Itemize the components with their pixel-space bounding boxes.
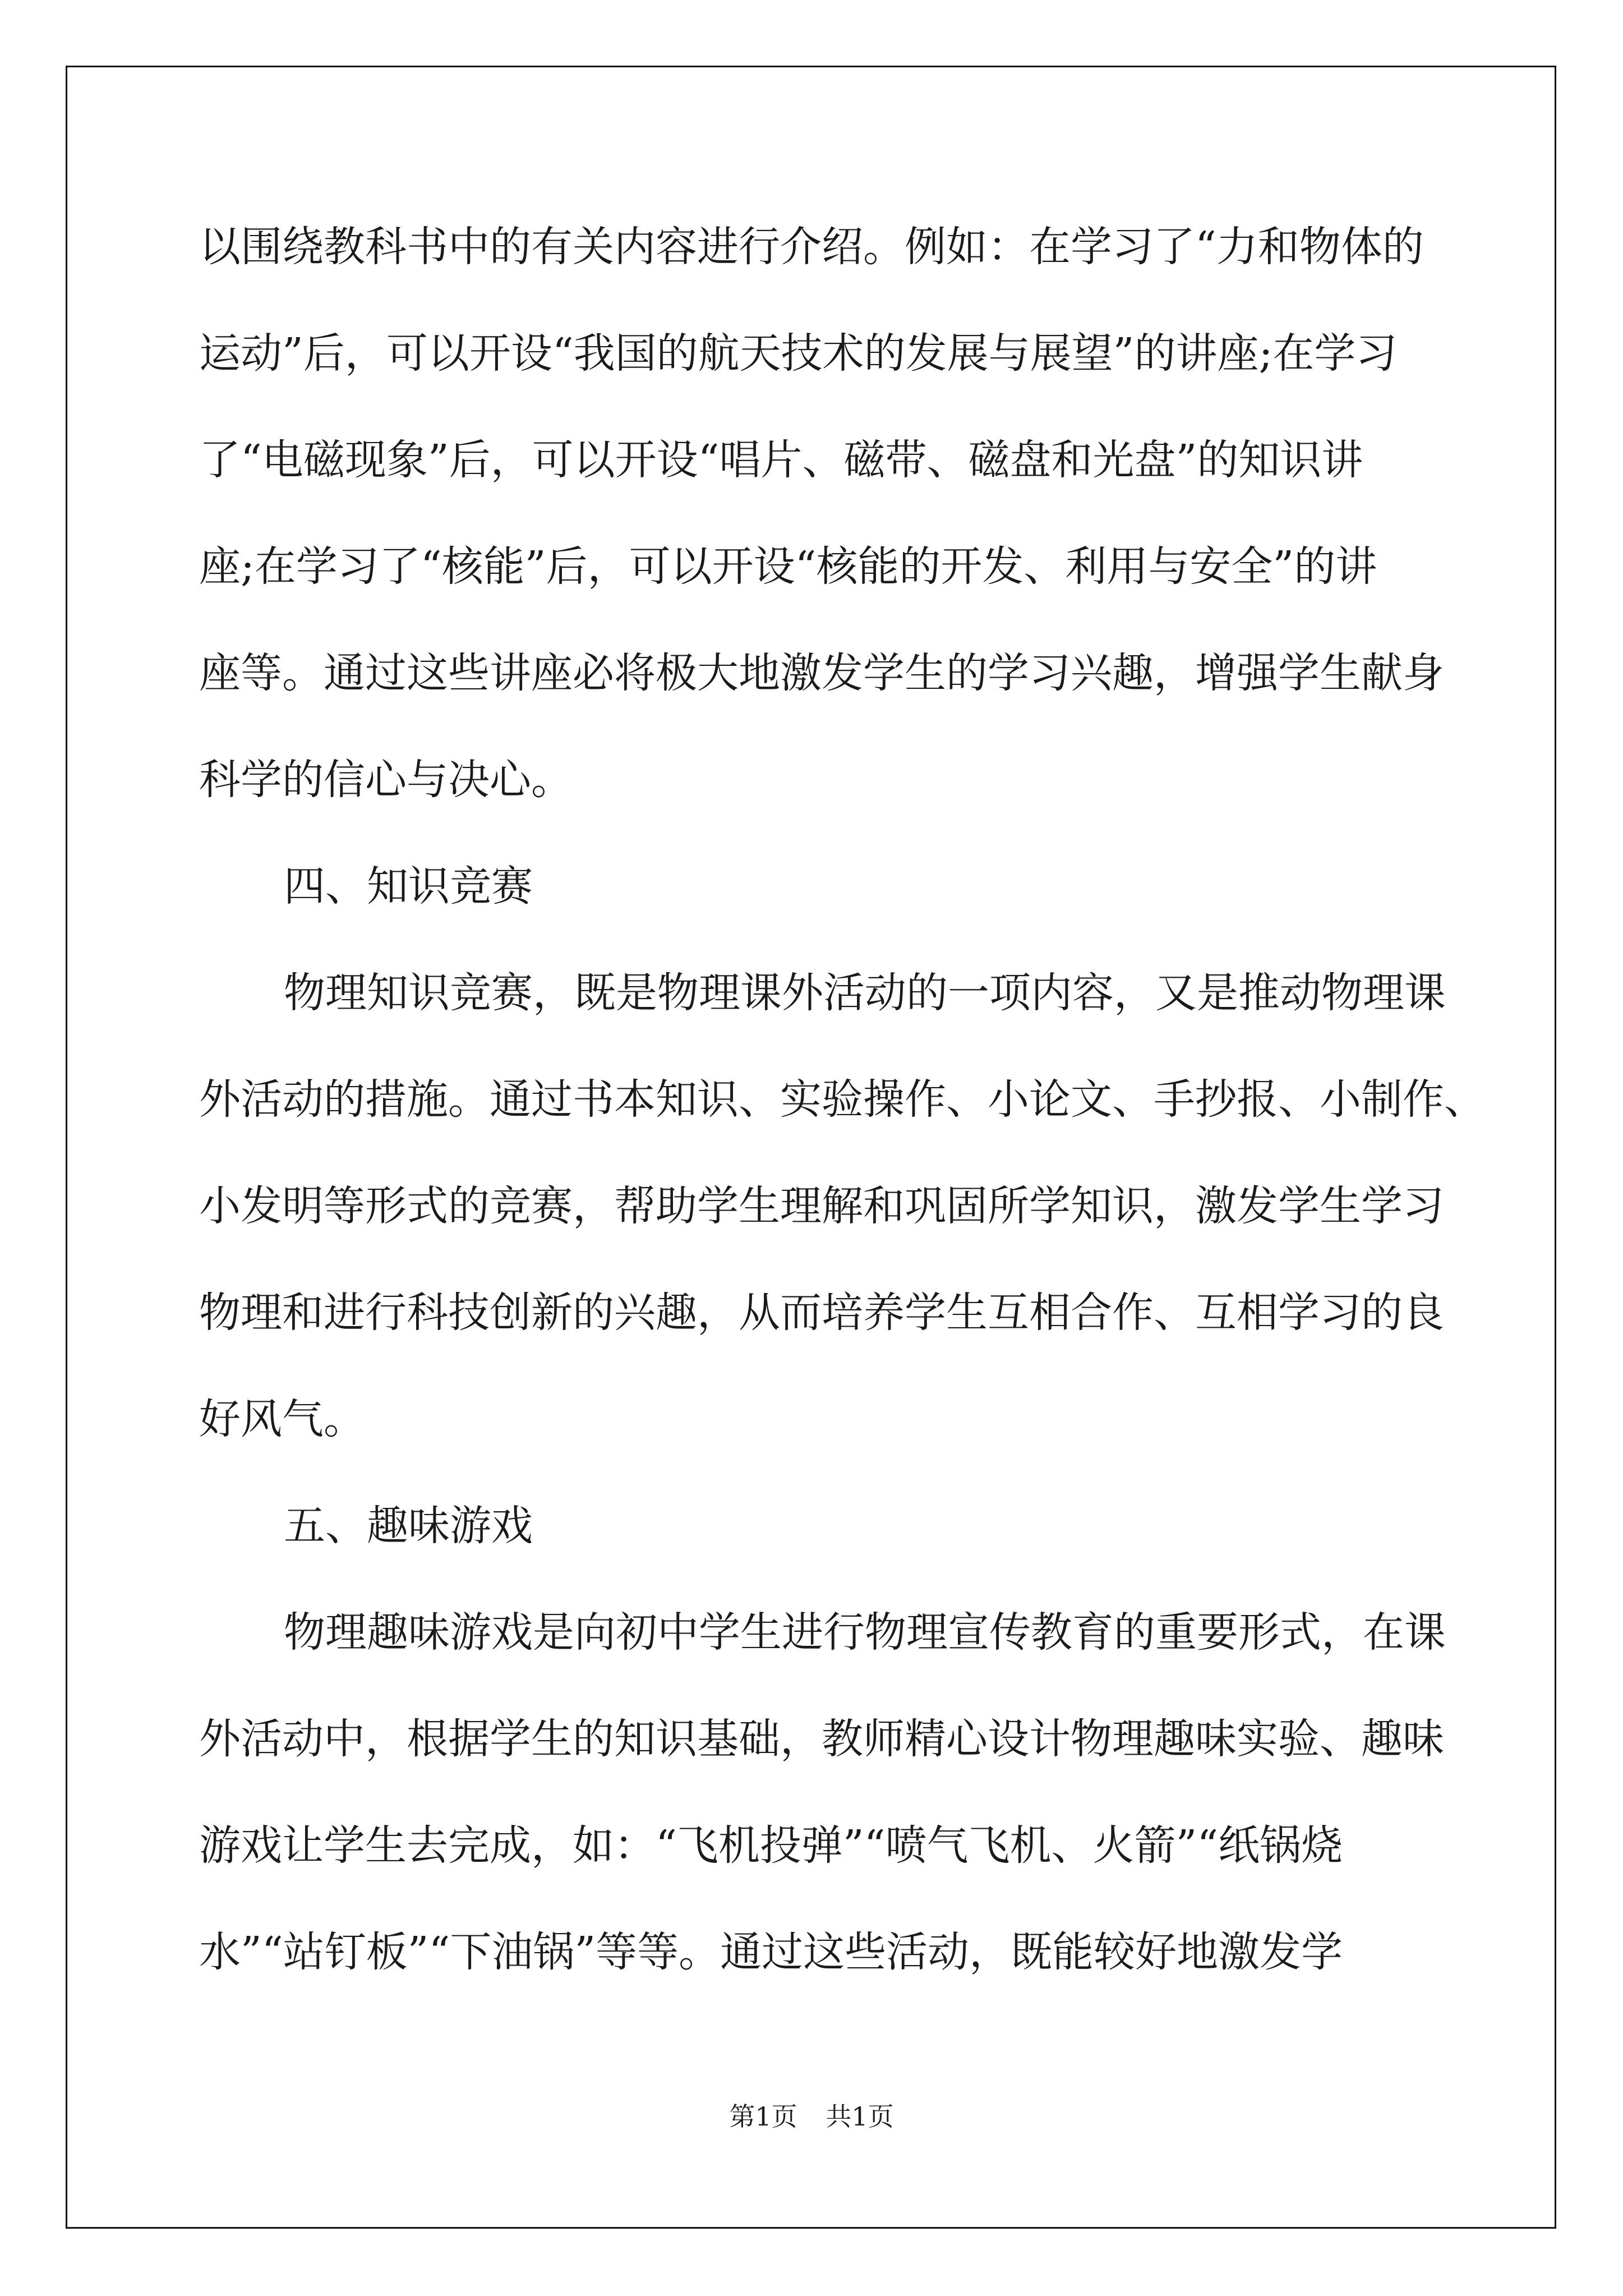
body-text-line: 游戏让学生去完成，如：“飞机投弹”“喷气飞机、火箭”“纸锅烧 (199, 1821, 1343, 1870)
section-heading-fun-games: 五、趣味游戏 (284, 1502, 533, 1550)
body-text-line: 外活动中，根据学生的知识基础，教师精心设计物理趣味实验、趣味 (199, 1715, 1444, 1763)
page-footer (0, 2100, 1623, 2133)
body-text-line: 物理趣味游戏是向初中学生进行物理宣传教育的重要形式，在课 (284, 1608, 1446, 1657)
body-text-line: 科学的信心与决心。 (199, 756, 573, 804)
body-text-line: 物理知识竞赛，既是物理课外活动的一项内容，又是推动物理课 (284, 969, 1446, 1017)
body-text-line: 物理和进行科技创新的兴趣，从而培养学生互相合作、互相学习的良 (199, 1289, 1444, 1337)
page-border (66, 66, 1556, 2229)
body-text-line: 运动”后，可以开设“我国的航天技术的发展与展望”的讲座;在学习 (199, 329, 1398, 378)
body-text-line: 了“电磁现象”后，可以开设“唱片、磁带、磁盘和光盘”的知识讲 (199, 436, 1363, 484)
body-text-line: 座;在学习了“核能”后，可以开设“核能的开发、利用与安全”的讲 (199, 542, 1377, 591)
body-text-line: 以围绕教科书中的有关内容进行介绍。例如：在学习了“力和物体的 (199, 223, 1424, 271)
body-text-line: 小发明等形式的竞赛，帮助学生理解和巩固所学知识，激发学生学习 (199, 1182, 1444, 1230)
section-heading-knowledge-contest: 四、知识竞赛 (284, 862, 533, 910)
page-number: 第1页 (729, 2101, 797, 2132)
page-total: 共1页 (826, 2101, 894, 2132)
body-text-line: 水”“站钉板”“下油锅”等等。通过这些活动，既能较好地激发学 (199, 1928, 1343, 1976)
body-text-line: 座等。通过这些讲座必将极大地激发学生的学习兴趣，增强学生献身 (199, 649, 1444, 697)
body-text-line: 好风气。 (199, 1395, 365, 1443)
body-text-line: 外活动的措施。通过书本知识、实验操作、小论文、手抄报、小制作、 (199, 1075, 1486, 1124)
